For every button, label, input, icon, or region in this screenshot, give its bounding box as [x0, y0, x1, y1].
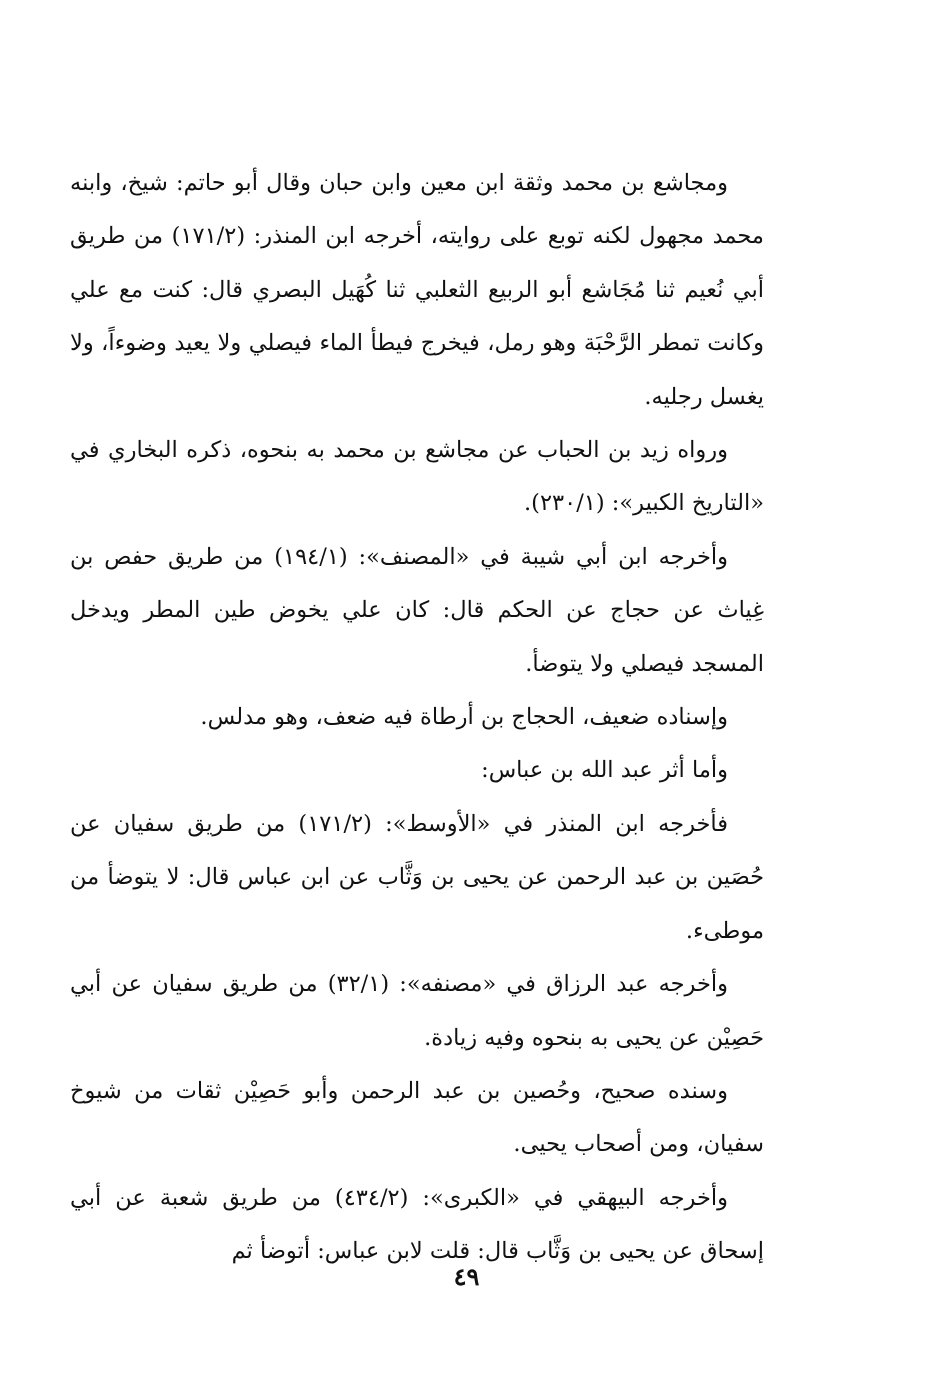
paragraph-7: وأخرجه عبد الرزاق في «مصنفه»: (٣٢/١) من طريق سفيان عن أبي حَصِيْن عن يحيى به بنحوه وفيه زيادة. [70, 971, 764, 1051]
paragraph-9: وأخرجه البيهقي في «الكبرى»: (٤٣٤/٢) من طريق شعبة عن أبي إسحاق عن يحيى بن وَثَّاب قال: قلت لابن عباس: أتوضأ ثم [70, 1184, 764, 1265]
page-number: ٤٩ [453, 1262, 480, 1291]
paragraph-3: وأخرجه ابن أبي شيبة في «المصنف»: (١٩٤/١) من طريق حفص بن غِياث عن حجاج عن الحكم قال: كان علي يخوض طين المطر ويدخل المسجد فيصلي ولا يتوضأ. [70, 543, 764, 677]
paragraph-6: فأخرجه ابن المنذر في «الأوسط»: (١٧١/٢) من طريق سفيان عن حُصَين بن عبد الرحمن عن يحيى بن وَثَّاب عن ابن عباس قال: لا يتوضأ من موطىء. [70, 810, 764, 944]
paragraph-4: وإسناده ضعيف، الحجاج بن أرطاة فيه ضعف، وهو مدلس. [200, 704, 728, 731]
body-text [70, 157, 764, 1279]
paragraph-8: وسنده صحيح، وحُصين بن عبد الرحمن وأبو حَصِيْن ثقات من شيوخ سفيان، ومن أصحاب يحيى. [70, 1077, 764, 1158]
paragraph-1: ومجاشع بن محمد وثقة ابن معين وابن حبان وقال أبو حاتم: شيخ، وابنه محمد مجهول لكنه توبع على روايته، أخرجه ابن المنذر: (١٧١/٢) من طريق أبي نُعيم ثنا مُجَاشع أبو الربيع الثعلبي ثنا كُهَيل البصري قال: كنت مع علي وكانت تمطر الرَّحْبَة وهو رمل، فيخرج فيطأ الماء فيصلي ولا يعيد وضوءاً، ولا يغسل رجليه. [70, 170, 764, 410]
paragraph-5: وأما أثر عبد الله بن عباس: [481, 757, 728, 784]
paragraph-2: ورواه زيد بن الحباب عن مجاشع بن محمد به بنحوه، ذكره البخاري في «التاريخ الكبير»: (٢٣٠/١). [70, 437, 764, 517]
